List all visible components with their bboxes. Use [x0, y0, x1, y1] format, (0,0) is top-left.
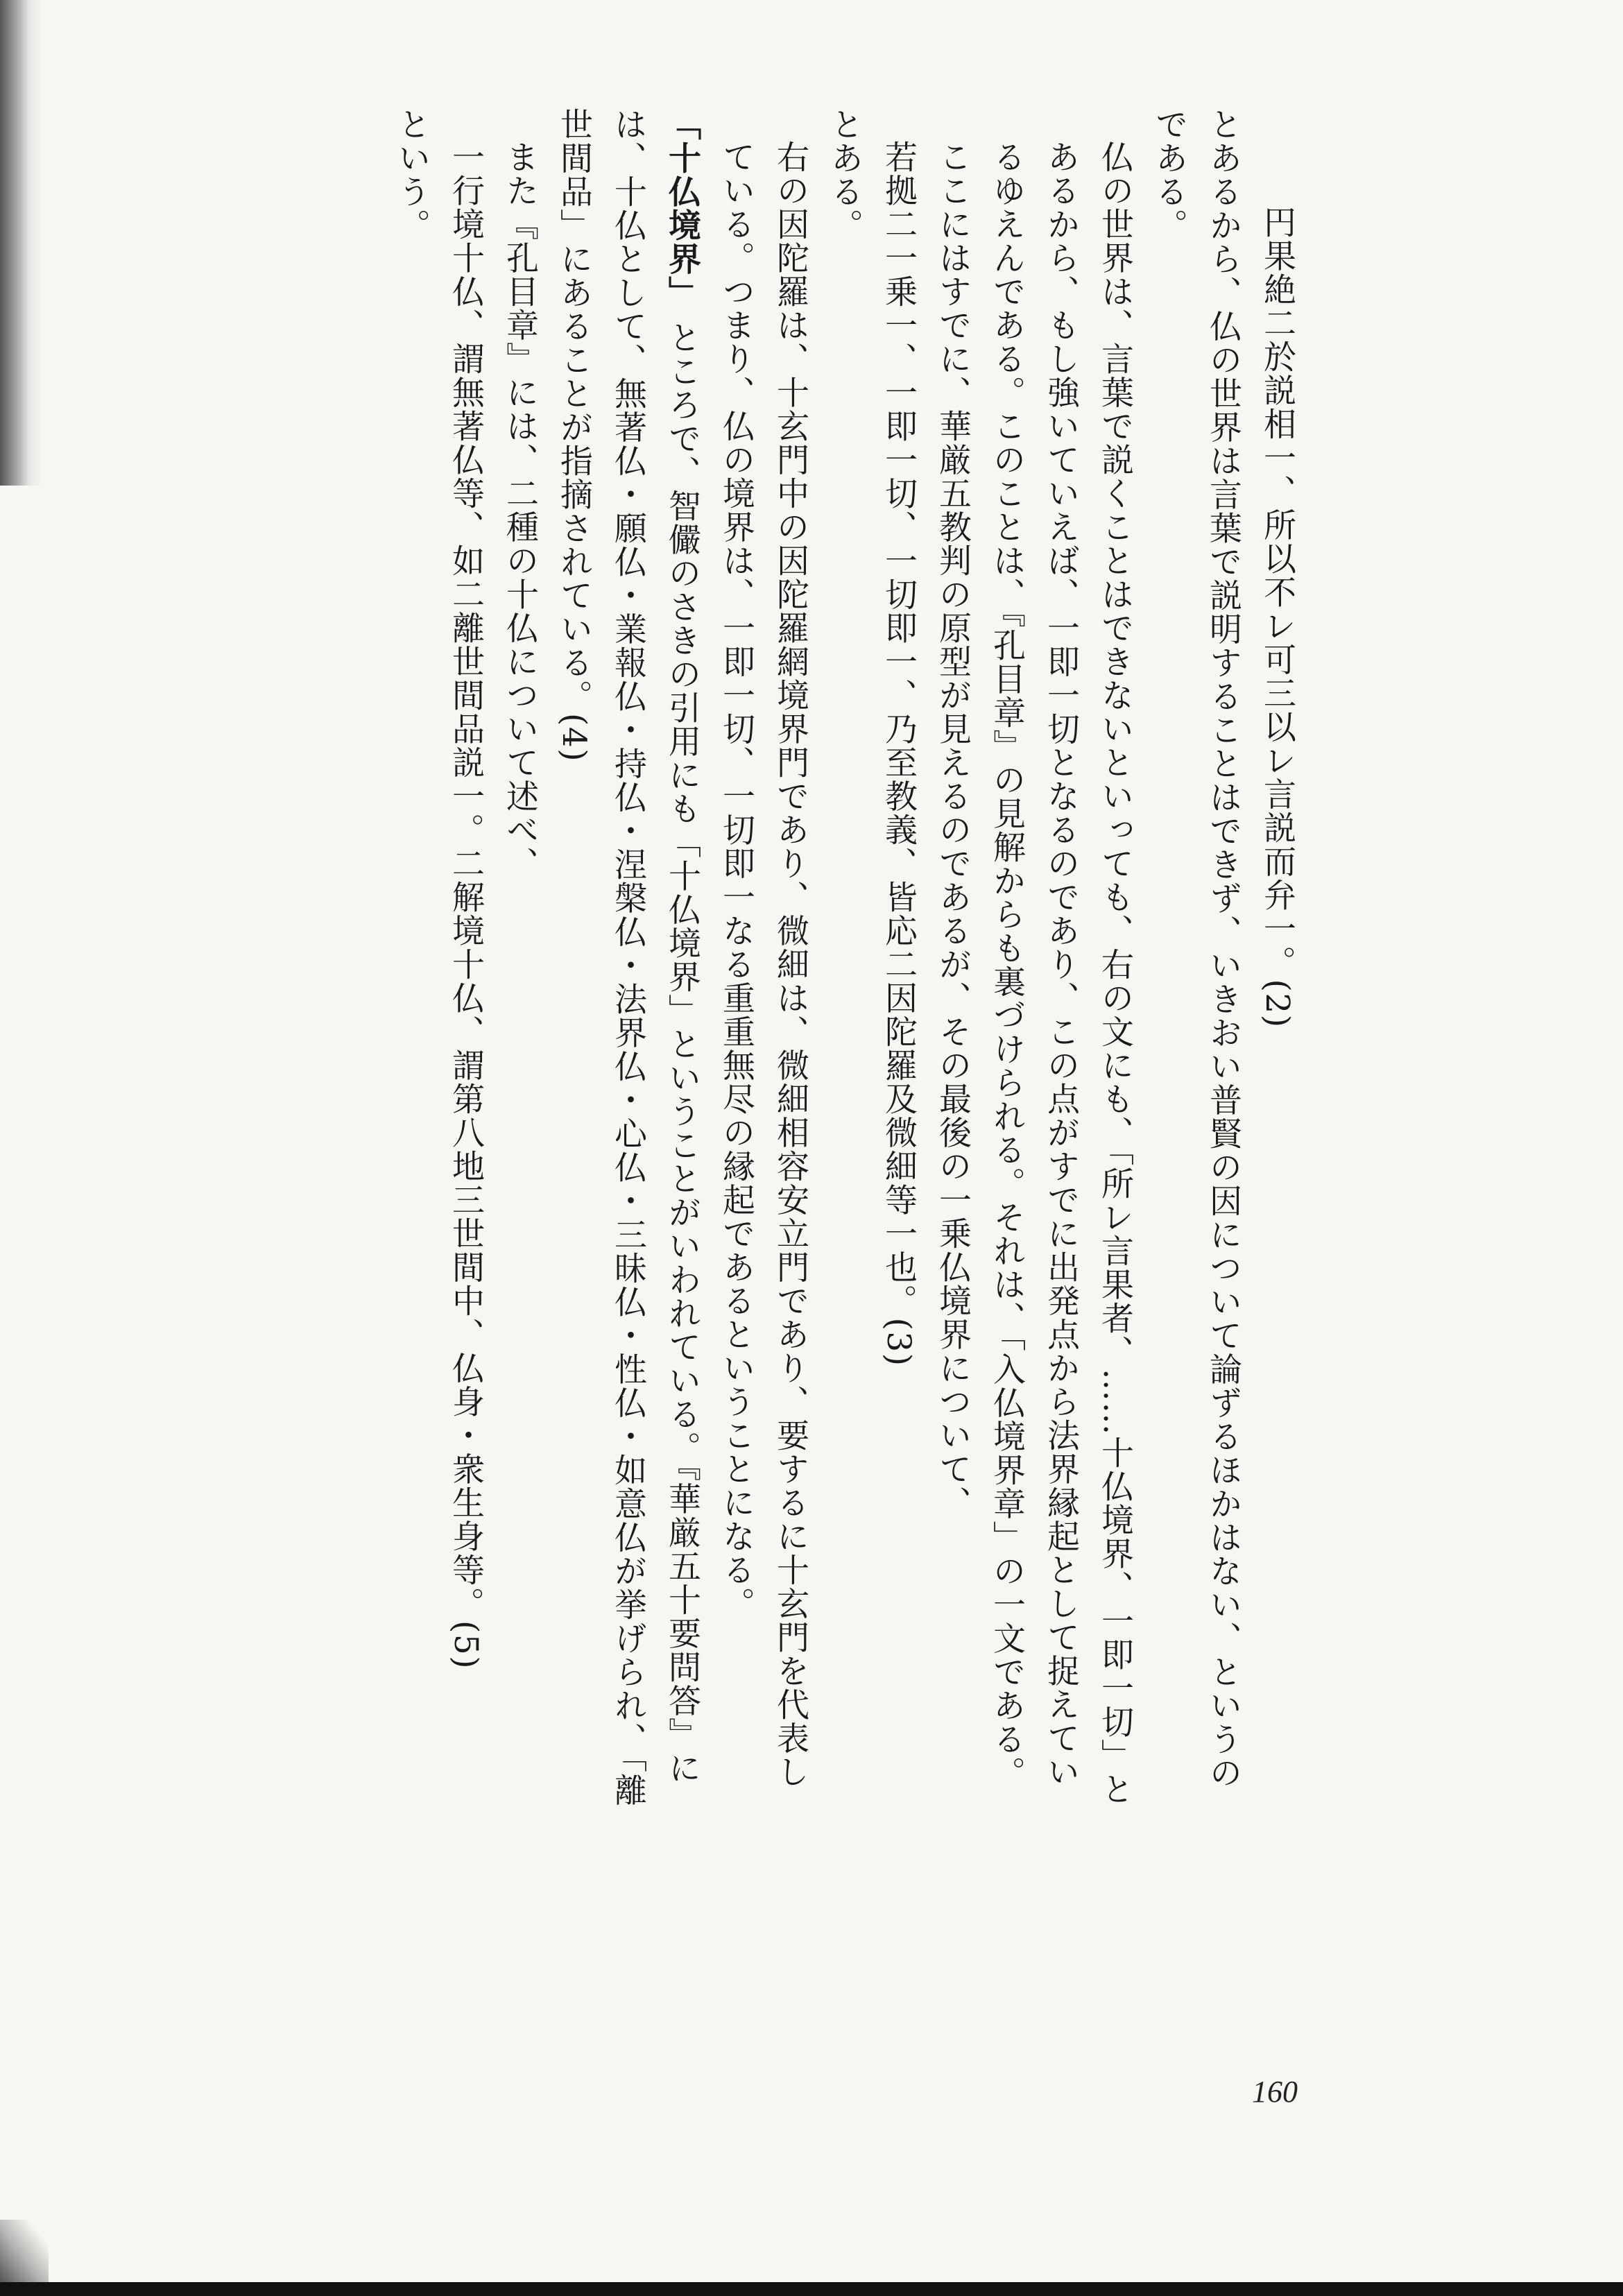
quote-paragraph: 若拠二一乗一、一即一切、一切即一、乃至教義、皆応二因陀羅及微細等一也。(3) — [879, 140, 918, 1367]
scan-binding-shadow — [0, 0, 42, 486]
section-paragraph — [547, 108, 709, 1807]
body-paragraph: 仏の世界は、言葉で説くことはできないといっても、右の文にも、「所レ言果者、……十仏境界、一即一切」とあるから、もし強いていえば、一即一切となるのであり、この点がすでに出発点から法界縁起として捉えているゆえんである。このことは、『孔目章』の見解からも裏づけられる。それは、「入仏境界章」の一文である。ここにはすでに、華厳五教判の原型が見えるのであるが、その最後の一乗仏境界について、 — [934, 140, 1134, 1806]
quote-paragraph: 円果絶二於説相一、所以不レ可三以レ言説而弁一。(2) — [1258, 205, 1296, 1029]
scan-corner-mark — [0, 2220, 49, 2282]
body-paragraph: また『孔目章』には、二種の十仏について述べ、 — [501, 140, 539, 880]
body-paragraph: とある。 — [825, 108, 864, 242]
section-text: ところで、智儼のさきの引用にも「十仏境界」ということがいわれている。『華厳五十要問答』には、十仏として、無著仏・願仏・業報仏・持仏・涅槃仏・法界仏・心仏・三昧仏・性仏・如意仏が挙げられ、「離世間品」にあることが指摘されている。(4) — [555, 108, 701, 1807]
quote-paragraph: 一行境十仏、謂無著仏等、如二離世間品説一。二解境十仏、謂第八地三世間中、仏身・衆生身等。(5) — [447, 140, 485, 1670]
page-number: 160 — [1252, 2075, 1298, 2109]
scan-bottom-edge — [0, 2282, 1623, 2296]
vertical-text-body — [208, 108, 1304, 1807]
body-paragraph: 右の因陀羅は、十玄門中の因陀羅網境界門であり、微細は、微細相容安立門であり、要するに十玄門を代表している。つまり、仏の境界は、一即一切、一切即一なる重重無尽の縁起であるということになる。 — [717, 140, 809, 1789]
section-heading: 「十仏境界」 — [663, 108, 701, 309]
body-paragraph: とあるから、仏の世界は言葉で説明することはできず、いきおい普賢の因について論ずるほかはない、というのである。 — [1150, 108, 1242, 1790]
body-paragraph: という。 — [393, 108, 431, 242]
